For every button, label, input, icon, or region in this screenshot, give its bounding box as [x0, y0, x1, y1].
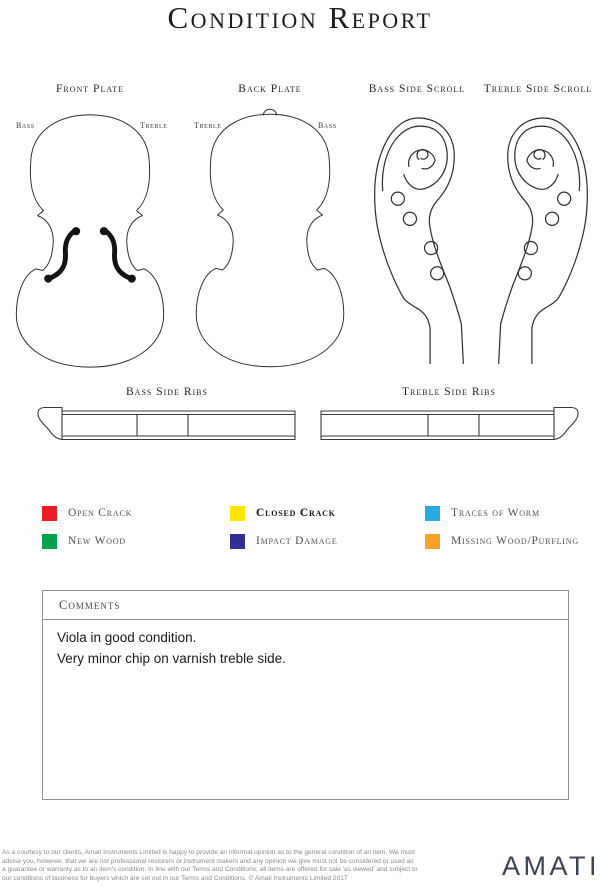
back-plate-bass-label: Bass	[318, 121, 337, 130]
legend-item-open-crack	[42, 505, 132, 521]
treble-scroll-title: Treble Side Scroll	[483, 83, 593, 95]
back-plate-treble-label: Treble	[194, 121, 222, 130]
front-plate-title: Front Plate	[56, 83, 124, 95]
bass-scroll-drawing	[372, 114, 464, 364]
comments-box	[42, 590, 569, 800]
front-plate-drawing	[8, 110, 172, 372]
scroll-volute-eye	[534, 150, 545, 160]
peg-hole	[391, 192, 404, 205]
legend-item-new-wood	[42, 533, 126, 549]
legend-label: Traces of Worm	[451, 507, 540, 519]
f-hole-left	[44, 227, 80, 283]
legend-label: New Wood	[68, 535, 126, 547]
legend-item-traces-of-worm	[425, 505, 540, 521]
scroll-volute-outer	[382, 126, 447, 191]
f-hole-right	[100, 227, 136, 283]
disclaimer-line: a guarantee or warranty as to an item's condition. In line with our Terms and Conditions, all items are offered for sale 'as viewed' and subject to	[2, 866, 418, 874]
legend-item-closed-crack	[230, 505, 336, 521]
peg-hole	[558, 192, 571, 205]
legend-label: Missing Wood/Purfling	[451, 535, 579, 547]
peg-hole	[518, 267, 531, 280]
open-crack-swatch	[42, 506, 57, 521]
back-plate-outline	[196, 114, 344, 367]
closed-crack-swatch	[230, 506, 245, 521]
disclaimer-line: advise you, however, that we are not professional restorers or instrument makers and any opinion we give must not be considered or used as	[2, 857, 414, 865]
comments-line: Very minor chip on varnish treble side.	[57, 651, 286, 666]
legend-label: Closed Crack	[256, 507, 336, 519]
comments-line: Viola in good condition.	[57, 630, 197, 645]
back-plate-drawing	[188, 106, 352, 370]
peg-hole	[431, 267, 444, 280]
disclaimer-line: our conditions of business for buyers which are set out in our Terms and Conditions. © Amati Instruments Limited 2017	[2, 874, 348, 882]
front-plate-treble-label: Treble	[140, 121, 168, 130]
amati-logo: AMATI	[502, 851, 600, 881]
traces-of-worm-swatch	[425, 506, 440, 521]
impact-damage-swatch	[230, 534, 245, 549]
bass-ribs-title: Bass Side Ribs	[126, 386, 208, 398]
peg-hole	[546, 212, 559, 225]
legend-label: Open Crack	[68, 507, 133, 519]
legend-label: Impact Damage	[256, 535, 338, 547]
scroll-outline	[375, 118, 464, 364]
scroll-volute-eye	[417, 150, 428, 160]
comments-text	[43, 620, 568, 676]
legend-item-missing-wood	[425, 533, 579, 549]
scroll-outline	[499, 118, 588, 364]
front-plate-outline	[16, 115, 163, 367]
comments-header: Comments	[43, 591, 568, 620]
neck-heel	[554, 408, 578, 440]
page-title: Condition Report	[167, 0, 433, 35]
legend-item-impact-damage	[230, 533, 338, 549]
back-plate-title: Back Plate	[238, 83, 302, 95]
footer-disclaimer	[2, 849, 418, 883]
missing-wood-swatch	[425, 534, 440, 549]
scroll-volute-outer	[515, 126, 580, 191]
new-wood-swatch	[42, 534, 57, 549]
treble-ribs-drawing	[318, 404, 580, 444]
front-plate-bass-label: Bass	[16, 121, 35, 130]
neck-heel	[38, 408, 62, 440]
bass-scroll-title: Bass Side Scroll	[368, 83, 466, 95]
treble-ribs-title: Treble Side Ribs	[402, 386, 496, 398]
peg-hole	[403, 212, 416, 225]
treble-scroll-drawing	[498, 114, 590, 364]
bass-ribs-drawing	[36, 404, 298, 444]
disclaimer-line: As a courtesy to our clients, Amati Instruments Limited is happy to provide an informal opinion as to the general condition of an item. We must	[2, 849, 415, 856]
